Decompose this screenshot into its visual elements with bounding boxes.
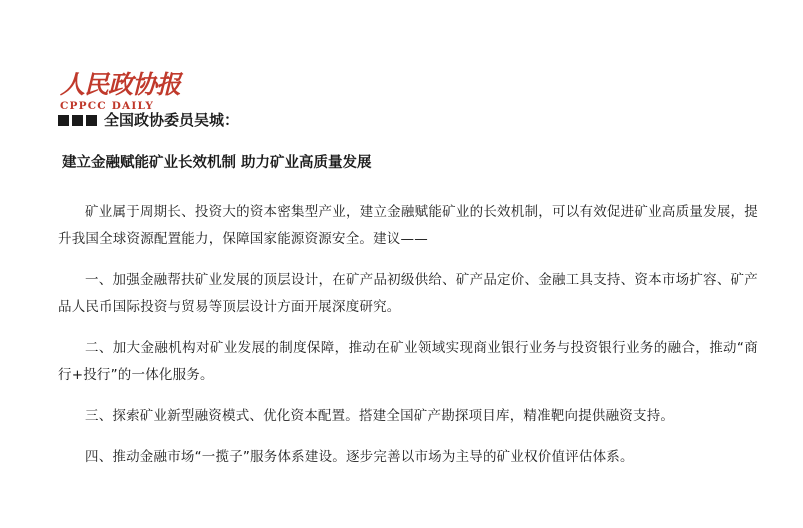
byline-text: 全国政协委员吴城：: [104, 111, 240, 129]
masthead: [60, 72, 220, 112]
newspaper-logo: 人民政协报: [60, 70, 181, 99]
article-paragraph: 二、加大金融机构对矿业发展的制度保障，推动在矿业领域实现商业银行业务与投资银行业务的融合，推动“商行+投行”的一体化服务。: [58, 339, 758, 383]
article-paragraph: 矿业属于周期长、投资大的资本密集型产业，建立金融赋能矿业的长效机制，可以有效促进矿业高质量发展，提升我国全球资源配置能力，保障国家能源资源安全。建议——: [58, 203, 758, 247]
square-bullet-icon: [58, 115, 97, 126]
page-title: 建立金融赋能矿业长效机制 助力矿业高质量发展: [62, 155, 372, 171]
article-content: [58, 110, 758, 485]
article-paragraph: 四、推动金融市场“一揽子”服务体系建设。逐步完善以市场为主导的矿业权价值评估体系。: [85, 448, 634, 465]
article-paragraph: 三、探索矿业新型融资模式、优化资本配置。搭建全国矿产勘探项目库，精准靶向提供融资支持。: [85, 407, 675, 424]
article-paragraph: 一、加强金融帮扶矿业发展的顶层设计，在矿产品初级供给、矿产品定价、金融工具支持、资本市场扩容、矿产品人民币国际投资与贸易等顶层设计方面开展深度研究。: [58, 271, 758, 315]
newspaper-logo-subtitle: CPPCC DAILY: [60, 100, 155, 113]
byline: [58, 110, 758, 131]
